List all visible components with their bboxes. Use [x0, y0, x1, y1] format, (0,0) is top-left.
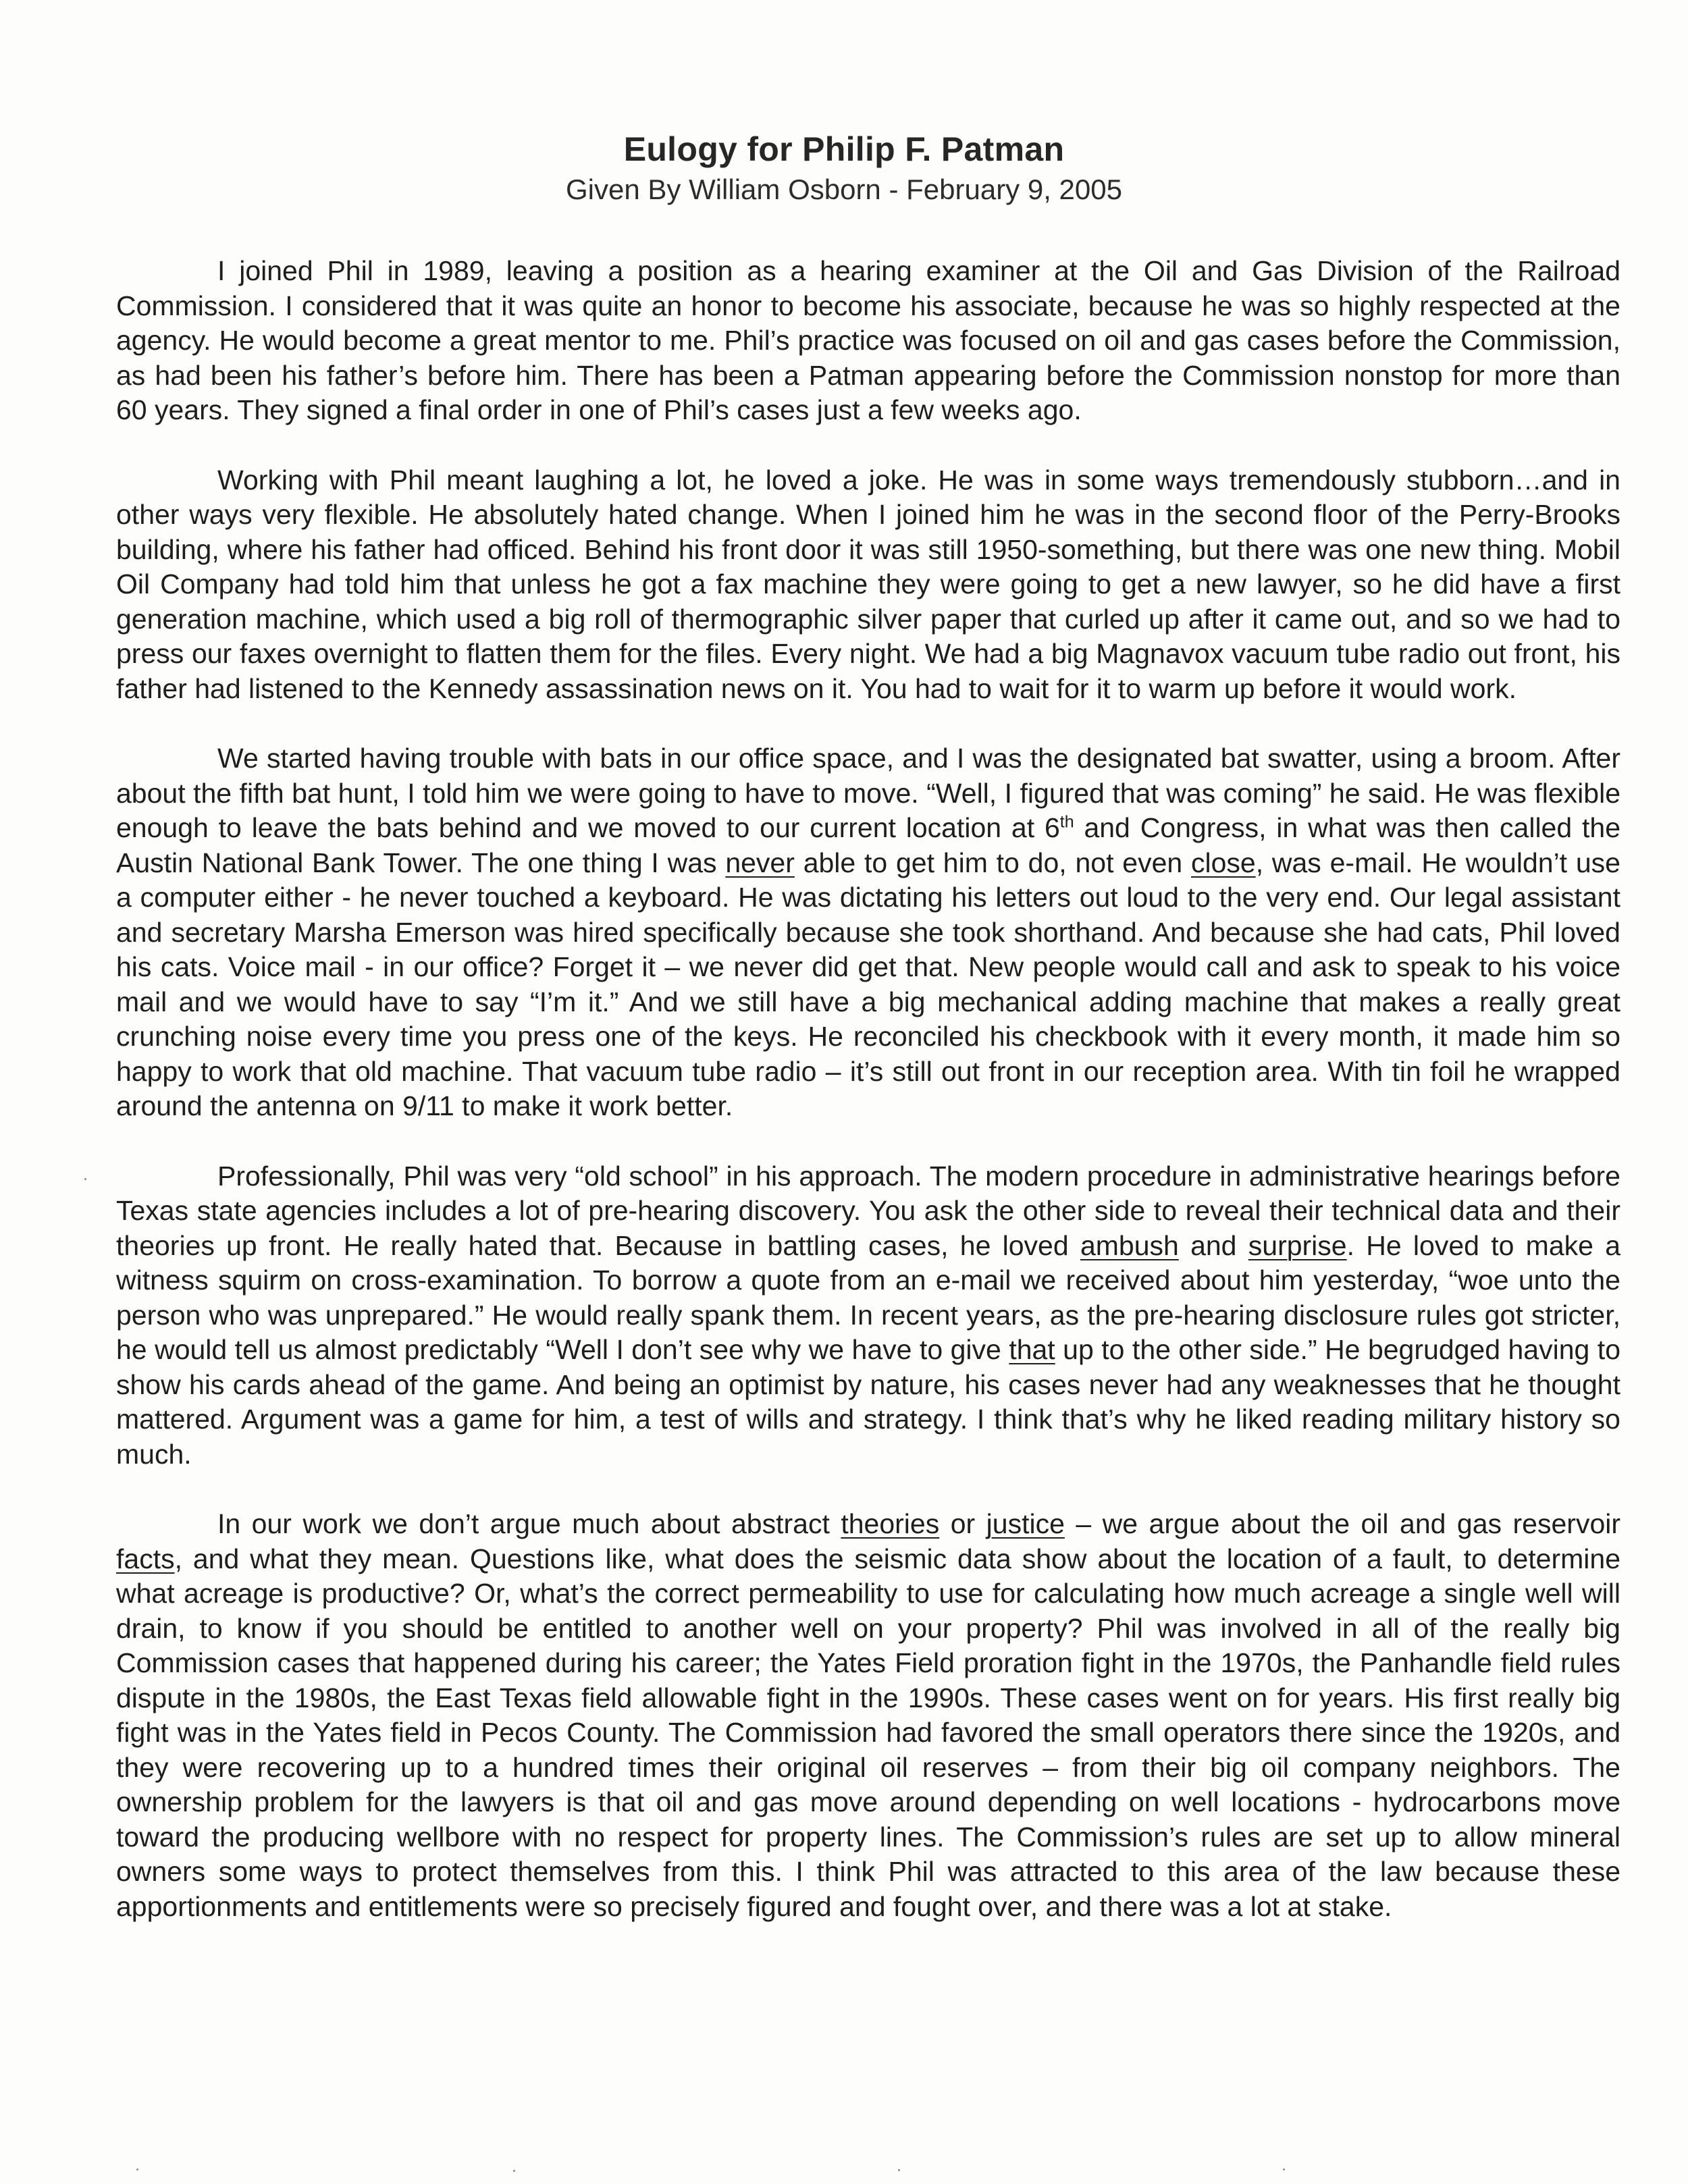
text-run: , was e-mail. He wouldn’t use a computer either - he never touched a keyboard. He was dictating his letters out loud to the very end. Our legal assistant and secretary Marsha Emerson was hired specifically because she took shorthand. And because she had cats, Phil loved his cats. Voice mail - in our office? Forget it – we never did get that. New people would call and ask to speak to his voice mail and we would have to say “I’m it.” And we still have a big mechanical adding machine that makes a really great crunching noise every time you press one of the keys. He reconciled his checkbook with it every month, it made him so happy to work that old machine. That vacuum tube radio – it’s still out front in our reception area. With tin foil he wrapped around the antenna on 9/11 to make it work better.: [116, 847, 1620, 1121]
text-run: In our work we don’t argue much about abstract: [217, 1508, 841, 1539]
text-run: able to get him to do, not even: [794, 847, 1191, 878]
text-run: . He loved to make a witness squirm on cross-examination. To borrow a quote from an e-mail we received about him yesterday, “woe unto the person who was unprepared.” He would really spank them. In recent years, as the pre-hearing disclosure rules got stricter, he would tell us almost predictably “Well I don’t see why we have to give: [116, 1229, 1620, 1365]
text-run: up to the other side.” He begrudged having to show his cards ahead of the game. And being an optimist by nature, his cases never had any weaknesses that he thought mattered. Argument was a game for him, a test of wills and strategy. I think that’s why he liked reading military history so much.: [116, 1334, 1620, 1470]
underlined-word: ambush: [1080, 1229, 1179, 1261]
underlined-word: theories: [841, 1508, 940, 1539]
text-run: Professionally, Phil was very “old school” in his approach. The modern procedure in administrative hearings before Texas state agencies includes a lot of pre-hearing discovery. You ask the other side to reveal their technical data and their theories up front. He really hated that. Because in battling cases, he loved: [116, 1160, 1620, 1261]
underlined-word: surprise: [1248, 1229, 1347, 1261]
text-run: or: [939, 1508, 986, 1539]
document-subtitle: Given By William Osborn - February 9, 2005: [566, 174, 1122, 205]
document-body: [116, 254, 1620, 1959]
ordinal-suffix: th: [1059, 812, 1074, 832]
text-run: Working with Phil meant laughing a lot, he loved a joke. He was in some ways tremendously stubborn…and in other ways very flexible. He absolutely hated change. When I joined him he was in the second floor of the Perry-Brooks building, where his father had officed. Behind his front door it was still 1950-something, but there was one new thing. Mobil Oil Company had told him that unless he got a fax machine they were going to get a new lawyer, so he did have a first generation machine, which used a big roll of thermographic silver paper that curled up after it came out, and so we had to press our faxes overnight to flatten them for the files. Every night. We had a big Magnavox vacuum tube radio out front, his father had listened to the Kennedy assassination news on it. You had to wait for it to warm up before it would work.: [116, 464, 1620, 704]
scan-speck: [1283, 2168, 1285, 2170]
underlined-word: justice: [986, 1508, 1065, 1539]
paragraph-4: [116, 1159, 1620, 1472]
scan-speck: [84, 1178, 86, 1180]
text-run: and Congress, in what was then called the Austin National Bank Tower. The one thing I was: [116, 812, 1620, 878]
document-header: [0, 128, 1688, 209]
scan-speck: [136, 2168, 138, 2170]
paragraph-2: [116, 463, 1620, 707]
paragraph-5: [116, 1507, 1620, 1924]
text-run: I joined Phil in 1989, leaving a position as a hearing examiner at the Oil and Gas Division of the Railroad Commission. I considered that it was quite an honor to become his associate, because he was so highly respected at the agency. He would become a great mentor to me. Phil’s practice was focused on oil and gas cases before the Commission, as had been his father’s before him. There has been a Patman appearing before the Commission nonstop for more than 60 years. They signed a final order in one of Phil’s cases just a few weeks ago.: [116, 255, 1620, 425]
paragraph-3: [116, 741, 1620, 1124]
text-run: We started having trouble with bats in our office space, and I was the designated bat swatter, using a broom. After about the fifth bat hunt, I told him we were going to have to move. “Well, I figured that was coming” he said. He was flexible enough to leave the bats behind and we moved to our current location at 6: [116, 743, 1620, 843]
text-run: – we argue about the oil and gas reservoir: [1064, 1508, 1621, 1539]
scan-speck: [513, 2170, 515, 2172]
paragraph-1: [116, 254, 1620, 428]
underlined-word: never: [725, 847, 795, 878]
underlined-word: that: [1009, 1334, 1055, 1365]
underlined-word: facts: [116, 1543, 175, 1574]
scan-speck: [898, 2169, 900, 2171]
document-title: Eulogy for Philip F. Patman: [623, 130, 1065, 168]
text-run: and: [1178, 1229, 1248, 1261]
underlined-word: close: [1190, 847, 1256, 878]
text-run: , and what they mean. Questions like, what does the seismic data show about the location of a fault, to determine what acreage is productive? Or, what’s the correct permeability to use for calculating how much acreage a single well will drain, to know if you should be entitled to another well on your property? Phil was involved in all of the really big Commission cases that happened during his career; the Yates Field proration fight in the 1970s, the Panhandle field rules dispute in the 1980s, the East Texas field allowable fight in the 1990s. These cases went on for years. His first really big fight was in the Yates field in Pecos County. The Commission had favored the small operators there since the 1920s, and they were recovering up to a hundred times their original oil reserves – from their big oil company neighbors. The ownership problem for the lawyers is that oil and gas move around depending on well locations - hydrocarbons move toward the producing wellbore with no respect for property lines. The Commission’s rules are set up to allow mineral owners some ways to protect themselves from this. I think Phil was attracted to this area of the law because these apportionments and entitlements were so precisely figured and fought over, and there was a lot at stake.: [116, 1543, 1620, 1922]
